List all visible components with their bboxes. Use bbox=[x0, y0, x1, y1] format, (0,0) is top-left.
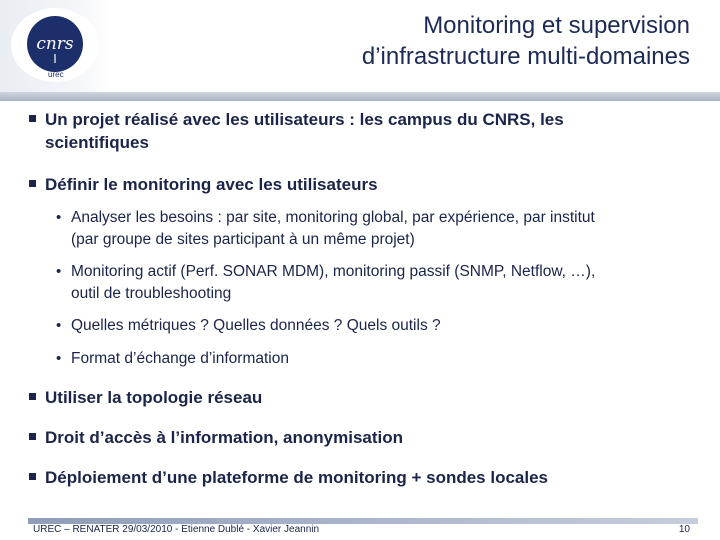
bullet-item bbox=[29, 386, 699, 409]
footer-credits: UREC – RENATER 29/03/2010 - Etienne Dublé - Xavier Jeannin bbox=[33, 524, 320, 535]
logo-band bbox=[0, 0, 112, 92]
bullet-text: Droit d’accès à l’information, anonymisation bbox=[45, 428, 404, 447]
dot-bullet-icon: • bbox=[56, 317, 62, 334]
sub-bullet-text: Quelles métriques ? Quelles données ? Quels outils ? bbox=[71, 317, 441, 334]
square-bullet-icon bbox=[29, 433, 36, 440]
slide-header bbox=[0, 0, 720, 92]
square-bullet-icon bbox=[29, 115, 36, 122]
bullet-item bbox=[29, 426, 699, 449]
header-rule bbox=[0, 92, 720, 102]
title-line-1: Monitoring et supervision bbox=[423, 12, 690, 39]
sub-bullet-text-cont: outil de troubleshooting bbox=[71, 284, 232, 302]
logo-subtext: urec bbox=[48, 70, 64, 79]
sub-bullet-text: Format d’échange d’information bbox=[71, 349, 289, 367]
bullet-item bbox=[29, 173, 699, 196]
sub-bullet-item bbox=[29, 315, 699, 337]
cnrs-logo bbox=[11, 8, 99, 82]
square-bullet-icon bbox=[29, 393, 36, 400]
slide-title bbox=[130, 10, 690, 72]
bullet-text: Un projet réalisé avec les utilisateurs : les campus du CNRS, les bbox=[45, 110, 564, 129]
title-line-2: d’infrastructure multi-domaines bbox=[361, 43, 690, 70]
bullet-text-cont: scientifiques bbox=[45, 133, 149, 152]
header-rule-bar bbox=[0, 92, 720, 101]
dot-bullet-icon: • bbox=[56, 209, 62, 226]
slide-content bbox=[29, 108, 699, 489]
bullet-item bbox=[29, 466, 699, 489]
sub-bullet-text: Monitoring actif (Perf. SONAR MDM), monitoring passif (SNMP, Netflow, …), bbox=[71, 263, 596, 280]
dot-bullet-icon: • bbox=[56, 263, 62, 280]
bullet-text: Définir le monitoring avec les utilisateurs bbox=[45, 175, 378, 194]
sub-bullet-text: Analyser les besoins : par site, monitoring global, par expérience, par institut bbox=[71, 209, 595, 226]
sub-bullet-text-cont: (par groupe de sites participant à un même projet) bbox=[71, 230, 415, 248]
page-number: 10 bbox=[678, 524, 690, 535]
bullet-text: Utiliser la topologie réseau bbox=[45, 388, 263, 407]
bullet-text: Déploiement d’une plateforme de monitoring + sondes locales bbox=[45, 468, 549, 487]
logo-wordmark: cnrs bbox=[36, 34, 74, 54]
dot-bullet-icon: • bbox=[56, 349, 62, 367]
sub-bullet-item bbox=[29, 261, 699, 304]
square-bullet-icon bbox=[29, 180, 36, 187]
sub-bullet-item bbox=[29, 207, 699, 250]
sub-bullet-item bbox=[29, 348, 699, 370]
bullet-item bbox=[29, 108, 699, 154]
square-bullet-icon bbox=[29, 473, 36, 480]
